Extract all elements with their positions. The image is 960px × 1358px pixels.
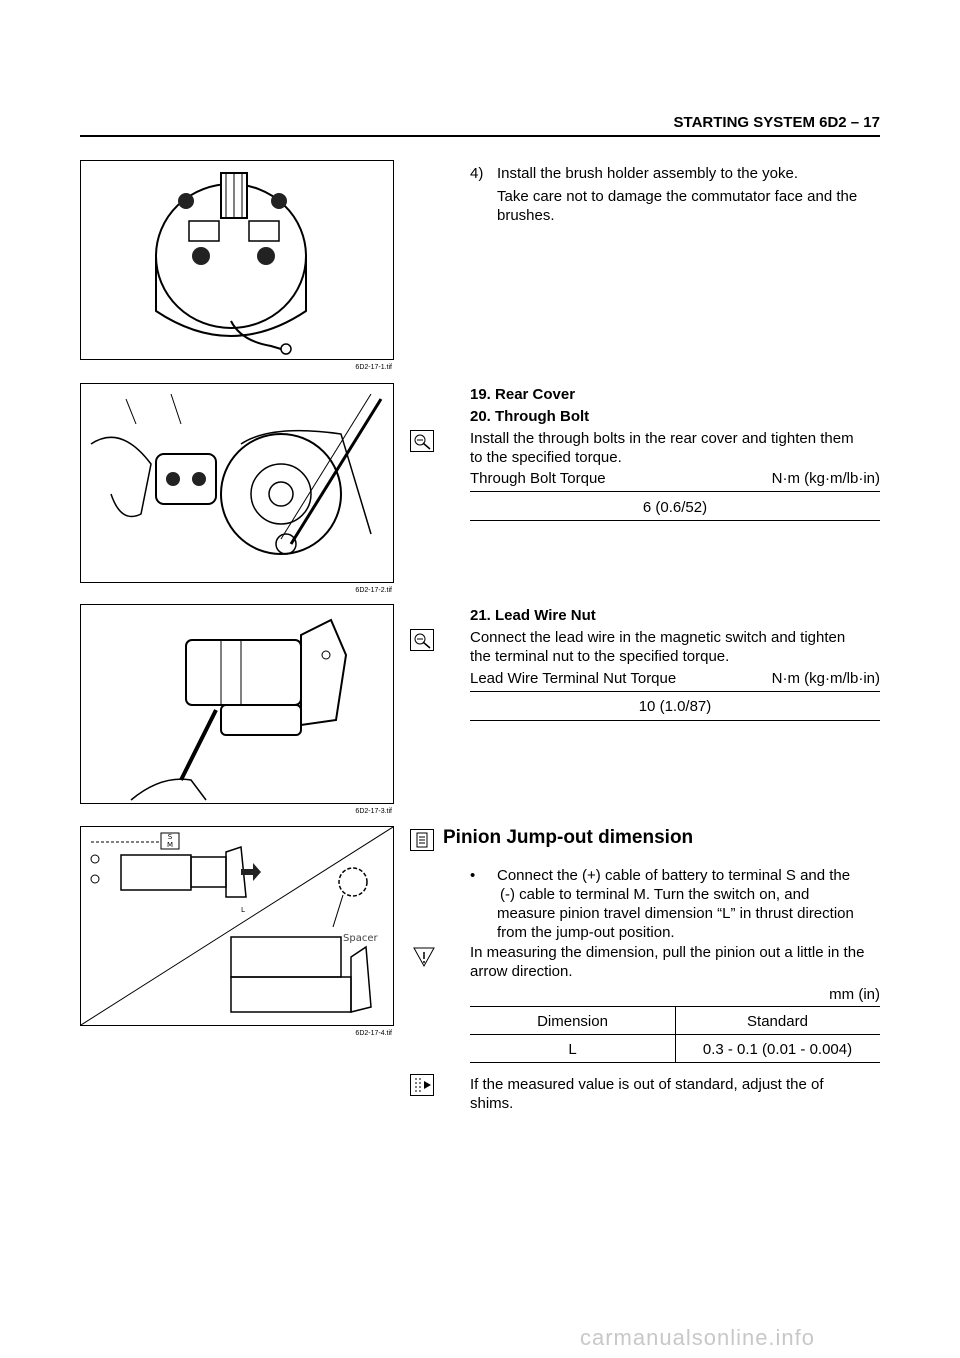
page-header-title: STARTING SYSTEM 6D2 – 17 [673, 114, 880, 131]
torque-value: 10 (1.0/87) [638, 698, 712, 715]
step-20-instruction: Install the through bolts in the rear cover and tighten them [470, 430, 854, 447]
spacer-label: Spacer [343, 933, 378, 944]
torque-unit: N·m (kg·m/lb·in) [771, 470, 880, 487]
step-21-instruction: Connect the lead wire in the magnetic switch and tighten [470, 629, 846, 646]
figure-rear-cover [80, 383, 394, 583]
torque-unit: N·m (kg·m/lb·in) [771, 670, 880, 687]
caution-text-line: In measuring the dimension, pull the pinion out a little in the [470, 944, 865, 961]
bullet-marker: • [470, 867, 476, 884]
step-4-note-line: brushes. [497, 207, 555, 224]
table-divider [470, 491, 880, 492]
caution-text-line: arrow direction. [470, 963, 573, 980]
step-21-instruction: the terminal nut to the specified torque. [470, 648, 730, 665]
terminal-s-label: S [167, 833, 173, 841]
figure-caption: 6D2-17-2.tif [355, 587, 392, 594]
figure-pinion-jump-out [80, 826, 394, 1026]
section-heading: Pinion Jump-out dimension [443, 827, 694, 848]
step-21-heading: 21. Lead Wire Nut [470, 607, 596, 624]
torque-label: Through Bolt Torque [470, 470, 606, 487]
figure-lead-wire-nut [80, 604, 394, 804]
inspection-icon [410, 829, 434, 851]
figure-caption: 6D2-17-3.tif [355, 808, 392, 815]
adjust-text-line: If the measured value is out of standard, adjust the of [470, 1076, 824, 1093]
figure-caption: 6D2-17-4.tif [355, 1030, 392, 1037]
caution-icon [412, 946, 436, 973]
torque-value: 6 (0.6/52) [642, 499, 708, 516]
table-header-dimension: Dimension [537, 1013, 608, 1030]
dimension-l-label: L [241, 906, 245, 914]
table-divider [470, 520, 880, 521]
watermark: carmanualsonline.info [580, 1325, 816, 1350]
bullet-text-line: measure pinion travel dimension “L” in thrust direction [497, 905, 854, 922]
table-divider [470, 720, 880, 721]
figure-caption: 6D2-17-1.tif [355, 364, 392, 371]
torque-wrench-icon [410, 629, 434, 651]
step-20-instruction: to the specified torque. [470, 449, 622, 466]
table-cell-dimension: L [568, 1041, 577, 1058]
figure-brush-holder [80, 160, 394, 360]
table-cell-standard: 0.3 - 0.1 (0.01 - 0.004) [702, 1041, 853, 1058]
bullet-text-line: Connect the (+) cable of battery to terminal S and the [497, 867, 851, 884]
header-divider [80, 135, 880, 137]
terminal-m-label: M [166, 841, 174, 849]
table-bottom-rule [470, 1062, 880, 1063]
step-20-heading: 20. Through Bolt [470, 408, 590, 425]
step-4-instruction: Install the brush holder assembly to the yoke. [497, 165, 798, 182]
torque-label: Lead Wire Terminal Nut Torque [470, 670, 677, 687]
bullet-text-line: from the jump-out position. [497, 924, 675, 941]
step-19-heading: 19. Rear Cover [470, 386, 576, 403]
adjustment-icon [410, 1074, 434, 1096]
torque-wrench-icon [410, 430, 434, 452]
step-number: 4) [470, 165, 484, 182]
adjust-text-line: shims. [470, 1095, 514, 1112]
bullet-text-line: (-) cable to terminal M. Turn the switch on, and [500, 886, 810, 903]
step-4-note-line: Take care not to damage the commutator face and the [497, 188, 858, 205]
table-divider [470, 691, 880, 692]
table-unit: mm (in) [829, 986, 880, 1003]
table-header-standard: Standard [747, 1013, 808, 1030]
